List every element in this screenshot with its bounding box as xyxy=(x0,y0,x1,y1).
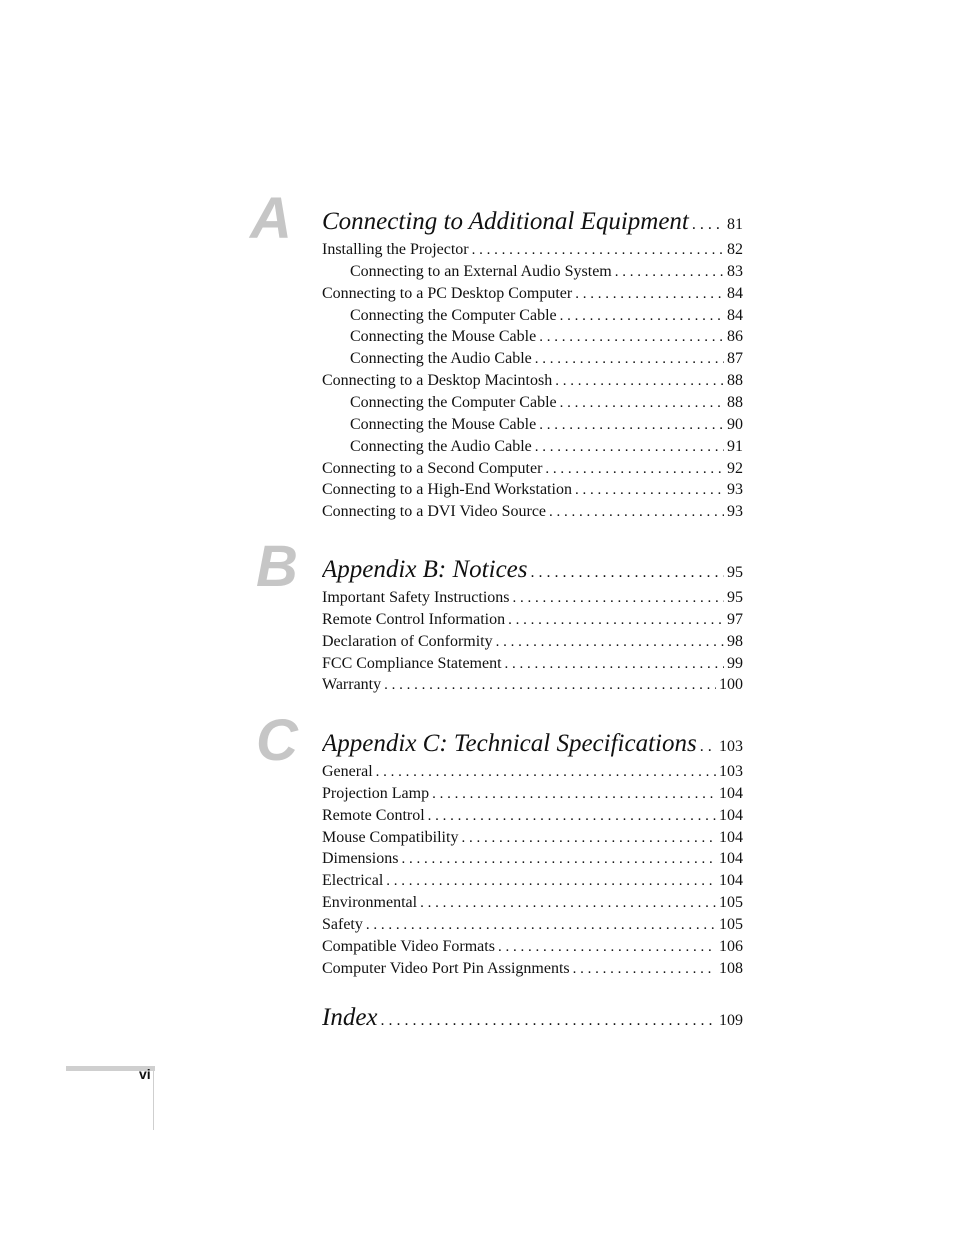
toc-entry-title: Safety xyxy=(322,915,363,933)
toc-entry[interactable] xyxy=(322,829,743,849)
appendix-letter: C xyxy=(256,708,298,773)
dot-leader xyxy=(376,764,716,781)
toc-entry[interactable] xyxy=(322,589,743,609)
toc-entry-page: 93 xyxy=(727,503,743,521)
toc-entry-page: 90 xyxy=(727,415,743,433)
toc-entry-page: 82 xyxy=(727,241,743,258)
toc-entry-title: Connecting to Additional Equipment xyxy=(322,208,689,235)
toc-entry-page: 92 xyxy=(727,459,743,477)
dot-leader xyxy=(573,961,716,978)
toc-entry-title: Remote Control Information xyxy=(322,610,506,628)
toc-entry-title: Connecting the Computer Cable xyxy=(350,393,557,411)
dot-leader xyxy=(381,1012,716,1030)
page-number: vi xyxy=(139,1066,151,1082)
toc-entry-page: 104 xyxy=(719,806,743,824)
toc-entry[interactable] xyxy=(322,633,743,653)
toc-entry-title: Index xyxy=(322,1004,378,1031)
toc-entry[interactable] xyxy=(322,960,743,980)
toc-entry-title: FCC Compliance Statement xyxy=(322,654,502,672)
toc-entry-page: 105 xyxy=(719,915,743,933)
toc-entry[interactable] xyxy=(322,916,743,936)
toc-entry[interactable] xyxy=(322,241,743,261)
toc-entry[interactable] xyxy=(322,285,743,305)
toc-entry-page: 105 xyxy=(719,894,743,912)
toc-entry-page: 81 xyxy=(727,216,743,233)
dot-leader xyxy=(549,504,724,521)
toc-subentry[interactable] xyxy=(350,263,743,283)
toc-entry-page: 83 xyxy=(727,262,743,280)
dot-leader xyxy=(575,286,724,303)
chapter-heading[interactable] xyxy=(322,556,743,588)
toc-entry-title: Connecting to a DVI Video Source xyxy=(322,503,547,521)
dot-leader xyxy=(535,351,724,368)
toc-entry-title: Connecting the Audio Cable xyxy=(350,437,532,455)
dot-leader xyxy=(366,917,716,934)
appendix-letter: B xyxy=(256,534,298,599)
toc-entry-title: Mouse Compatibility xyxy=(322,828,459,846)
chapter-heading[interactable] xyxy=(322,208,743,240)
toc-entry-title: Connecting to a Second Computer xyxy=(322,459,543,477)
toc-entry-page: 108 xyxy=(719,959,743,977)
dot-leader xyxy=(555,373,724,390)
toc-entry-page: 104 xyxy=(719,828,743,846)
toc-subentry[interactable] xyxy=(350,416,743,436)
toc-entry-page: 103 xyxy=(719,738,743,755)
toc-entry[interactable] xyxy=(322,872,743,892)
toc-entry-page: 95 xyxy=(727,589,743,606)
toc-entry[interactable] xyxy=(322,503,743,523)
footer-vertical-line xyxy=(153,1066,154,1130)
toc-entry-title: Declaration of Conformity xyxy=(322,632,493,650)
dot-leader xyxy=(472,242,724,259)
dot-leader xyxy=(386,873,716,890)
dot-leader xyxy=(384,677,716,694)
dot-leader xyxy=(692,216,724,234)
dot-leader xyxy=(531,564,725,582)
toc-subentry[interactable] xyxy=(350,328,743,348)
dot-leader xyxy=(461,830,716,847)
toc-entry-title: Environmental xyxy=(322,894,418,912)
dot-leader xyxy=(496,634,724,651)
toc-entry-page: 103 xyxy=(719,763,743,780)
toc-entry-title: Remote Control xyxy=(322,806,425,824)
dot-leader xyxy=(700,738,716,756)
toc-entry[interactable] xyxy=(322,894,743,914)
toc-entry-page: 84 xyxy=(727,284,743,302)
dot-leader xyxy=(508,612,724,629)
toc-entry-title: Warranty xyxy=(322,676,382,694)
dot-leader xyxy=(498,939,716,956)
toc-entry[interactable] xyxy=(322,460,743,480)
toc-entry[interactable] xyxy=(322,785,743,805)
toc-entry-page: 99 xyxy=(727,654,743,672)
toc-entry-page: 93 xyxy=(727,481,743,499)
toc-entry[interactable] xyxy=(322,850,743,870)
toc-subentry[interactable] xyxy=(350,350,743,370)
dot-leader xyxy=(615,264,724,281)
toc-entry-title: Dimensions xyxy=(322,850,399,868)
toc-entry-page: 100 xyxy=(719,676,743,694)
dot-leader xyxy=(535,439,724,456)
toc-entry-page: 104 xyxy=(719,872,743,890)
dot-leader xyxy=(560,308,724,325)
toc-entry-title: Connecting the Audio Cable xyxy=(350,350,532,368)
dot-leader xyxy=(513,590,724,607)
dot-leader xyxy=(539,329,724,346)
toc-entry-page: 87 xyxy=(727,350,743,368)
toc-entry-page: 97 xyxy=(727,610,743,628)
dot-leader xyxy=(505,656,724,673)
appendix-letter: A xyxy=(250,186,292,251)
toc-entry-page: 104 xyxy=(719,784,743,802)
toc-entry-title: Computer Video Port Pin Assignments xyxy=(322,959,570,977)
toc-entry-title: Compatible Video Formats xyxy=(322,937,495,955)
chapter-heading[interactable] xyxy=(322,730,743,762)
toc-entry-title: Projection Lamp xyxy=(322,784,430,802)
toc-entry-title: Connecting to a Desktop Macintosh xyxy=(322,372,553,390)
dot-leader xyxy=(545,461,724,478)
toc-entry-title: Appendix C: Technical Specifications xyxy=(322,730,697,757)
toc-entry-page: 106 xyxy=(719,937,743,955)
toc-entry-page: 88 xyxy=(727,372,743,390)
dot-leader xyxy=(428,808,716,825)
toc-entry-page: 95 xyxy=(727,564,743,581)
dot-leader xyxy=(432,786,716,803)
toc-entry-title: Connecting the Mouse Cable xyxy=(350,328,537,346)
toc-entry[interactable] xyxy=(322,655,743,675)
toc-entry-title: Appendix B: Notices xyxy=(322,556,528,583)
dot-leader xyxy=(539,417,724,434)
toc-entry-title: General xyxy=(322,763,373,780)
toc-entry-title: Connecting to a PC Desktop Computer xyxy=(322,284,573,302)
toc-entry[interactable] xyxy=(322,611,743,631)
toc-entry-title: Electrical xyxy=(322,872,384,890)
toc-entry-page: 86 xyxy=(727,328,743,346)
toc-entry[interactable] xyxy=(322,676,743,696)
toc-entry-page: 98 xyxy=(727,632,743,650)
toc-entry-title: Connecting to an External Audio System xyxy=(350,262,612,280)
toc-subentry[interactable] xyxy=(350,394,743,414)
index-heading[interactable] xyxy=(322,1004,743,1036)
toc-entry-page: 88 xyxy=(727,393,743,411)
toc-entry[interactable] xyxy=(322,481,743,501)
toc-entry-title: Connecting the Mouse Cable xyxy=(350,415,537,433)
toc-entry-title: Connecting the Computer Cable xyxy=(350,306,557,324)
dot-leader xyxy=(575,482,724,499)
toc-entry-title: Installing the Projector xyxy=(322,241,469,258)
toc-entry-title: Connecting to a High-End Workstation xyxy=(322,481,572,499)
toc-entry[interactable] xyxy=(322,372,743,392)
dot-leader xyxy=(401,851,716,868)
toc-subentry[interactable] xyxy=(350,438,743,458)
toc-entry[interactable] xyxy=(322,938,743,958)
dot-leader xyxy=(560,395,724,412)
toc-entry-page: 91 xyxy=(727,437,743,455)
toc-entry-page: 104 xyxy=(719,850,743,868)
dot-leader xyxy=(420,895,716,912)
toc-entry-page: 84 xyxy=(727,306,743,324)
toc-entry-page: 109 xyxy=(719,1012,743,1029)
toc-entry[interactable] xyxy=(322,763,743,783)
toc-entry[interactable] xyxy=(322,807,743,827)
toc-entry-title: Important Safety Instructions xyxy=(322,589,510,606)
toc-subentry[interactable] xyxy=(350,307,743,327)
